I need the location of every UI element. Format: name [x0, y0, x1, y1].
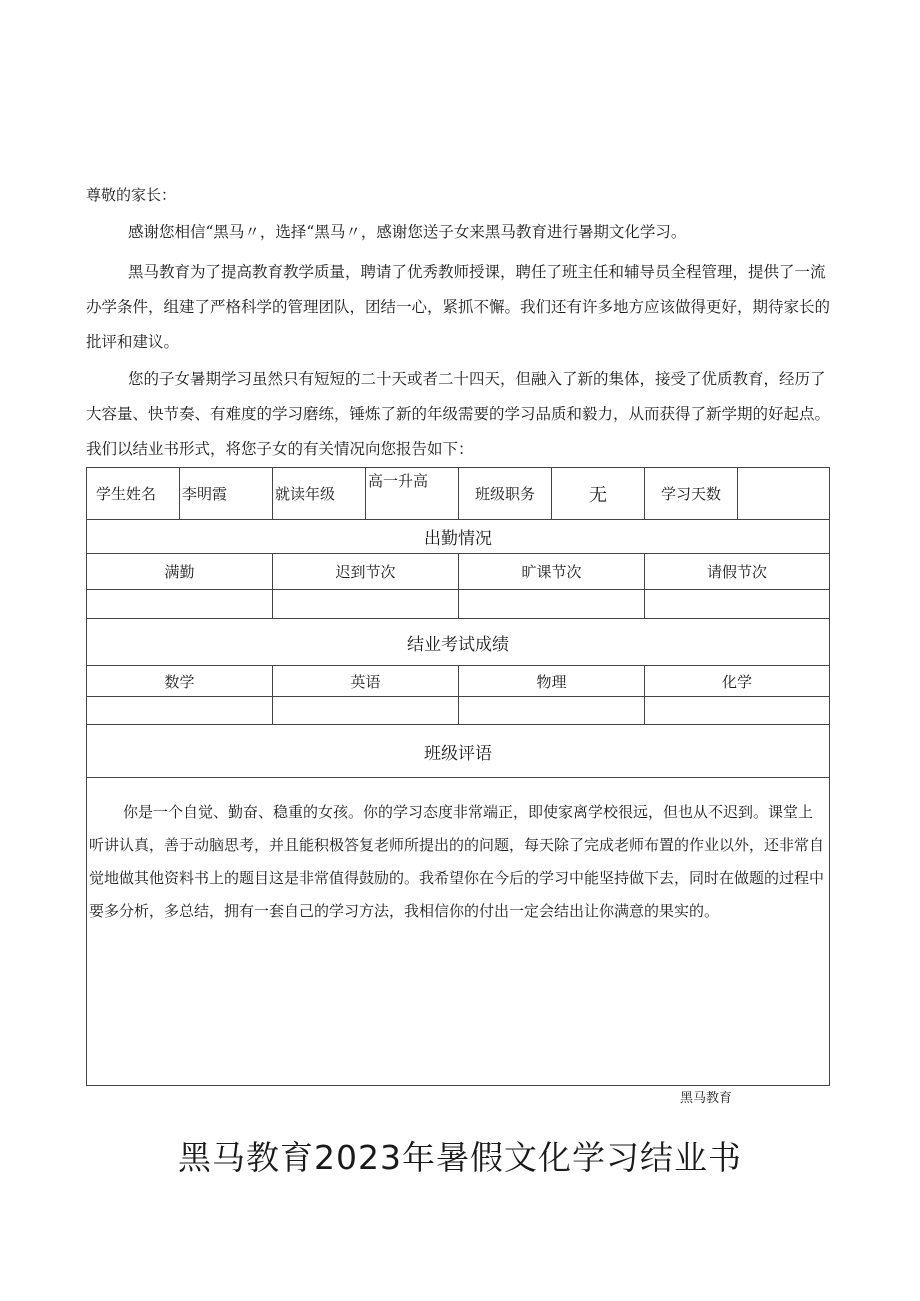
days-label: 学习天数 — [645, 468, 738, 519]
grade-value: 高一升高 — [366, 468, 459, 519]
exam-header: 英语 — [273, 666, 459, 696]
intro-paragraph-1: 感谢您相信“黑马〃，选择“黑马〃，感谢您送子女来黑马教育进行暑期文化学习。 — [128, 223, 687, 241]
attendance-header: 迟到节次 — [273, 554, 459, 589]
attendance-header: 满勤 — [87, 554, 273, 589]
exam-value — [459, 697, 645, 724]
attendance-value — [87, 590, 273, 618]
evaluation-title: 班级评语 — [424, 743, 492, 764]
exam-value-row — [87, 697, 829, 725]
exam-title-row — [87, 619, 829, 666]
intro-paragraph-3: 您的子女暑期学习虽然只有短短的二十天或者二十四天，但融入了新的集体，接受了优质教育，经历了大容量、快节奏、有难度的学习磨练，锤炼了新的年级需要的学习品质和毅力，从而获得了新学期的好起点。我们以结业书形式，将您子女的有关情况向您报告如下： — [86, 370, 831, 458]
exam-value — [273, 697, 459, 724]
position-label: 班级职务 — [459, 468, 552, 519]
attendance-header: 旷课节次 — [459, 554, 645, 589]
exam-value — [87, 697, 273, 724]
attendance-header-row — [87, 554, 829, 590]
exam-header-row — [87, 666, 829, 697]
attendance-title-row — [87, 520, 829, 554]
signature: 黑马教育 — [680, 1091, 733, 1106]
exam-header: 数学 — [87, 666, 273, 696]
evaluation-title-row — [87, 725, 829, 778]
attendance-value — [645, 590, 829, 618]
attendance-value — [459, 590, 645, 618]
student-name-value: 李明霞 — [180, 468, 273, 519]
attendance-header: 请假节次 — [706, 563, 767, 581]
exam-title: 结业考试成绩 — [407, 634, 509, 655]
student-info-row — [87, 468, 829, 520]
salutation: 尊敬的家长： — [86, 186, 177, 204]
evaluation-text: 你是一个自觉、勤奋、稳重的女孩。你的学习态度非常端正，即使家离学校很远，但也从不迟到。课堂上听讲认真，善于动脑思考，并且能积极答复老师所提出的的问题，每天除了完成老师布置的作业以外，还非常自觉地做其他资料书上的题目这是非常值得鼓励的。我希望你在今后的学习中能坚持做下去，同时在做题的过程中要多分析，多总结，拥有一套自己的学习方法，我相信你的付出一定会结出让你满意的果实的。 — [89, 803, 825, 920]
position-value: 无 — [552, 468, 645, 519]
report-table — [86, 467, 830, 1086]
intro-paragraph-2: 黑马教育为了提高教育教学质量，聘请了优秀教师授课，聘任了班主任和辅导员全程管理，提供了一流办学条件，组建了严格科学的管理团队，团结一心，紧抓不懈。我们还有许多地方应该做得更好，期待家长的批评和建议。 — [86, 263, 831, 351]
student-name-label: 学生姓名 — [87, 468, 180, 519]
attendance-value — [273, 590, 459, 618]
attendance-title: 出勤情况 — [424, 529, 492, 549]
attendance-value-row — [87, 590, 829, 619]
days-value — [738, 468, 829, 519]
exam-value — [645, 697, 829, 724]
document-title: 黑马教育2023年暑假文化学习结业书 — [178, 1138, 742, 1177]
exam-header: 物理 — [459, 666, 645, 696]
grade-label: 就读年级 — [273, 468, 366, 519]
exam-header: 化学 — [721, 672, 752, 691]
